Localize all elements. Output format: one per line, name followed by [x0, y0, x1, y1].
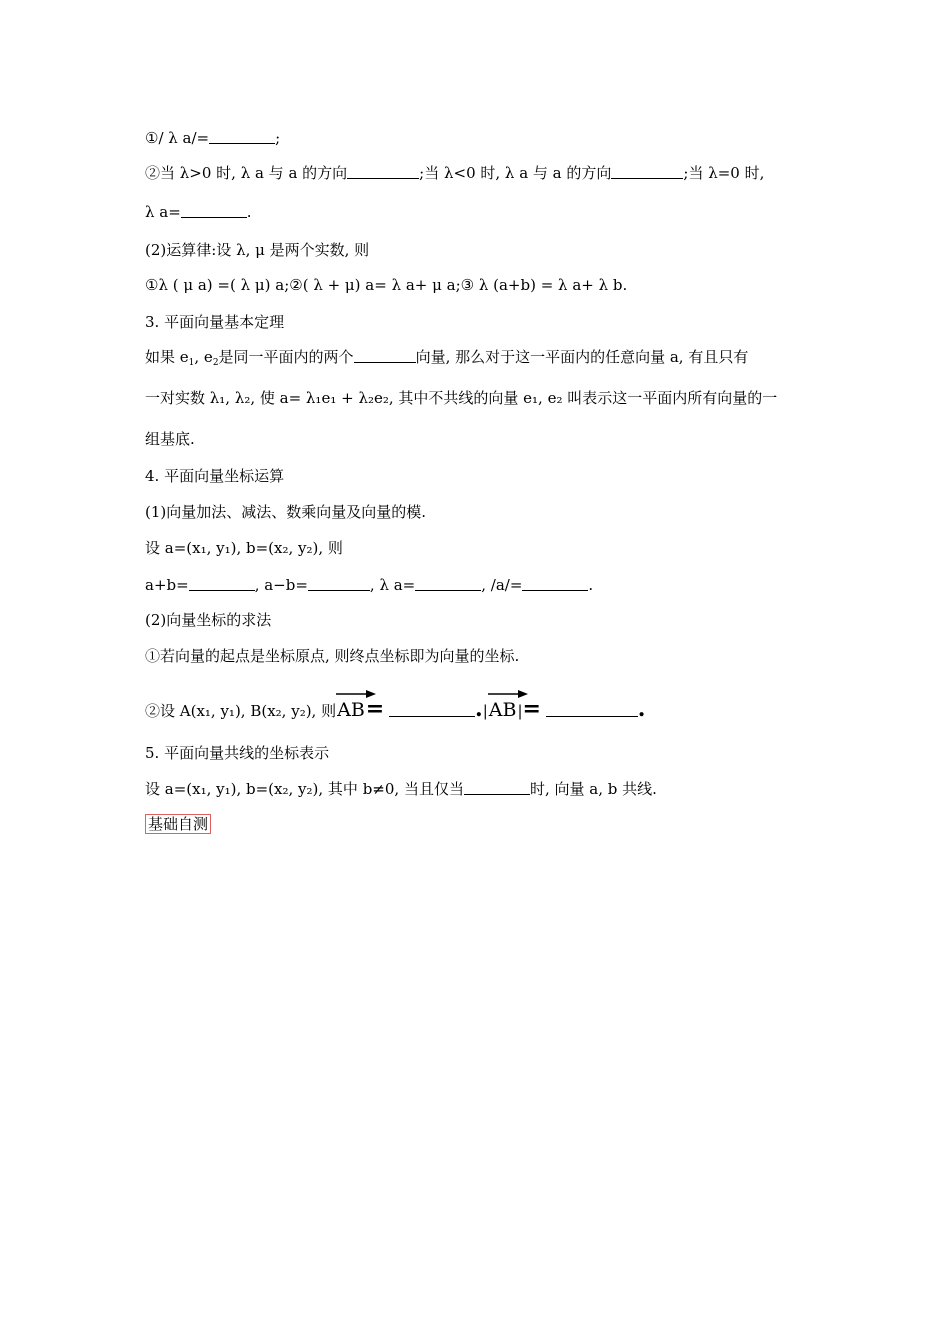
text: 如果 e — [145, 348, 189, 366]
text: , λ a= — [369, 576, 416, 594]
line-coord-origin: ①若向量的起点是坐标原点, 则终点坐标即为向量的坐标. — [145, 647, 520, 665]
answer-blank[interactable] — [347, 164, 419, 179]
answer-blank[interactable] — [354, 348, 416, 363]
equals-sign: = — [522, 696, 541, 722]
line-lambda-zero — [145, 201, 252, 223]
answer-blank[interactable] — [389, 702, 475, 717]
line-coord-1: (1)向量加法、减法、数乘向量及向量的模. — [145, 503, 427, 521]
text: 向量, 那么对于这一平面内的任意向量 a, 有且只有 — [415, 348, 749, 366]
answer-blank[interactable] — [308, 576, 370, 591]
heading-basic-theorem: 3. 平面向量基本定理 — [145, 313, 285, 331]
text: 时, 向量 a, b 共线. — [529, 780, 657, 798]
abs-bar: | — [517, 702, 523, 720]
line-theorem-2: 一对实数 λ₁, λ₂, 使 a= λ₁e₁ + λ₂e₂, 其中不共线的向量 e₁, e₂ 叫表示这一平面内所有向量的一 — [145, 389, 778, 407]
text: . — [588, 576, 594, 594]
line-theorem-1 — [145, 346, 748, 368]
text: a+b= — [145, 576, 189, 594]
line-laws: ①λ ( μ a) =( λ μ) a;②( λ + μ) a= λ a+ μ a;③ λ (a+b) = λ a+ λ b. — [145, 276, 628, 294]
self-test-label — [145, 813, 211, 835]
vector-ab — [488, 697, 518, 723]
heading-coordinate-ops: 4. 平面向量坐标运算 — [145, 467, 285, 485]
arrow-icon — [488, 690, 528, 698]
text: ①/ λ a/= — [145, 129, 210, 147]
answer-blank[interactable] — [181, 203, 247, 218]
text: . — [637, 696, 646, 722]
vector-label: AB — [488, 699, 517, 721]
vector-ab — [336, 697, 366, 723]
answer-blank[interactable] — [415, 576, 481, 591]
line-lambda-direction — [145, 162, 764, 184]
arrow-icon — [336, 690, 376, 698]
abs-bar: | — [482, 702, 488, 720]
answer-blank[interactable] — [611, 164, 683, 179]
line-lambda-magnitude — [145, 127, 280, 149]
equals-sign: = — [365, 696, 385, 722]
text: ②当 λ>0 时, λ a 与 a 的方向 — [145, 164, 348, 182]
text: ;当 λ<0 时, λ a 与 a 的方向 — [419, 164, 612, 182]
line-operation-law: (2)运算律:设 λ, μ 是两个实数, 则 — [145, 241, 370, 259]
text: 设 a=(x₁, y₁), b=(x₂, y₂), 其中 b≠0, 当且仅当 — [145, 780, 464, 798]
text: , a−b= — [254, 576, 308, 594]
text: . — [246, 203, 252, 221]
subscript: 1 — [188, 358, 195, 368]
vector-label: AB — [337, 699, 365, 721]
heading-collinear: 5. 平面向量共线的坐标表示 — [145, 744, 330, 762]
subscript: 2 — [212, 358, 219, 368]
line-vector-ab — [145, 696, 645, 722]
text: λ a= — [145, 203, 181, 221]
answer-blank[interactable] — [464, 780, 530, 795]
text: ;当 λ=0 时, — [683, 164, 765, 182]
text: , e — [194, 348, 213, 366]
text: 是同一平面内的两个 — [218, 348, 354, 366]
line-theorem-3: 组基底. — [145, 430, 195, 448]
answer-blank[interactable] — [209, 129, 275, 144]
line-collinear — [145, 778, 657, 800]
text: ; — [275, 129, 281, 147]
text: , /a/= — [481, 576, 523, 594]
answer-blank[interactable] — [546, 702, 638, 717]
answer-blank[interactable] — [189, 576, 255, 591]
text: . — [475, 696, 483, 722]
answer-blank[interactable] — [522, 576, 588, 591]
line-coord-2: 设 a=(x₁, y₁), b=(x₂, y₂), 则 — [145, 539, 343, 557]
line-coord-method: (2)向量坐标的求法 — [145, 611, 272, 629]
text: ②设 A(x₁, y₁), B(x₂, y₂), 则 — [145, 702, 337, 720]
line-coord-blanks — [145, 574, 593, 596]
self-test-box: 基础自测 — [145, 814, 211, 834]
